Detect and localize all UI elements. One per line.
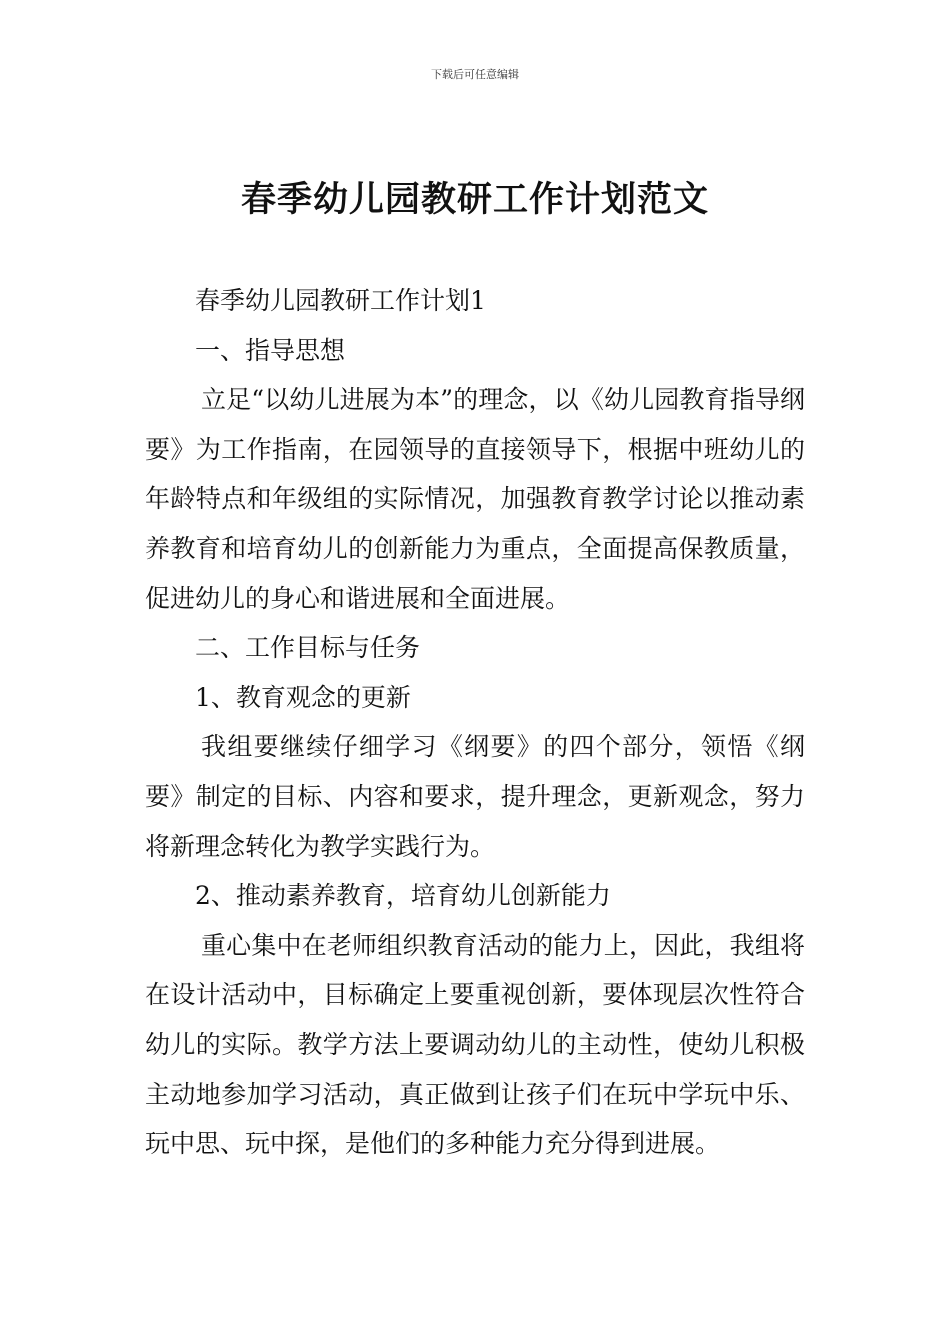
plan-subtitle: 春季幼儿园教研工作计划1 <box>195 286 486 315</box>
paragraph-guiding-ideology: 立足“以幼儿进展为本”的理念，以《幼儿园教育指导纲要》为工作指南，在园领导的直接领导下，根据中班幼儿的年龄特点和年级组的实际情况，加强教育教学讨论以推动素养教育和培育幼儿的创新能力为重点，全面提高保教质量，促进幼儿的身心和谐进展和全面进展。 <box>145 385 805 613</box>
paragraph-concept-update: 我组要继续仔细学习《纲要》的四个部分，领悟《纲要》制定的目标、内容和要求，提升理念，更新观念，努力将新理念转化为教学实践行为。 <box>145 732 805 861</box>
document-title: 春季幼儿园教研工作计划范文 <box>240 180 709 220</box>
section-heading-goals-tasks: 二、工作目标与任务 <box>195 633 421 663</box>
header-note: 下载后可任意编辑 <box>431 68 519 81</box>
subheading-concept-update: 1、教育观念的更新 <box>195 682 411 712</box>
subheading-quality-education: 2、推动素养教育，培育幼儿创新能力 <box>195 881 611 911</box>
document-body <box>145 276 805 1169</box>
section-heading-guiding-ideology: 一、指导思想 <box>195 335 346 365</box>
paragraph-quality-education: 重心集中在老师组织教育活动的能力上，因此，我组将在设计活动中，目标确定上要重视创新，要体现层次性符合幼儿的实际。教学方法上要调动幼儿的主动性，使幼儿积极主动地参加学习活动，真正做到让孩子们在玩中学玩中乐、玩中思、玩中探，是他们的多种能力充分得到进展。 <box>145 930 805 1159</box>
